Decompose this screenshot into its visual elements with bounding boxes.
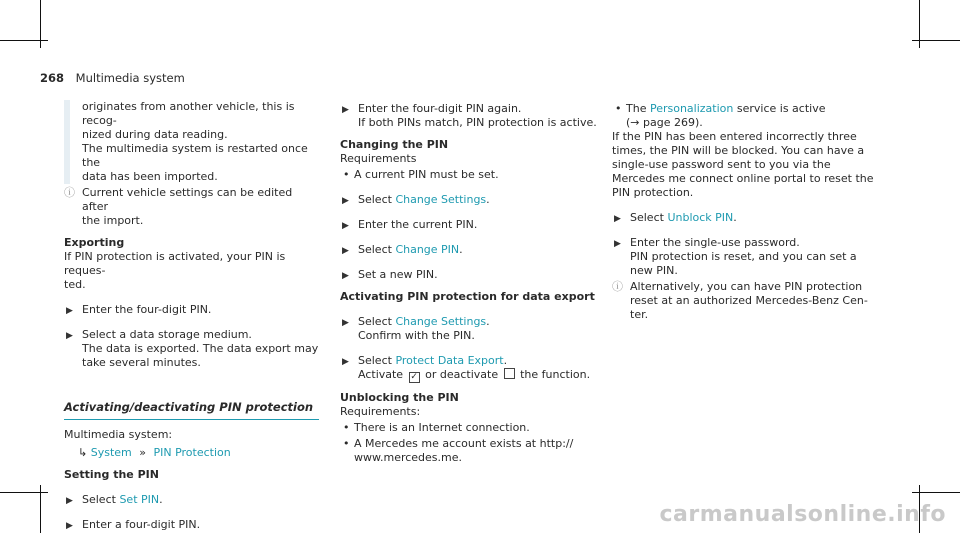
step	[64, 328, 319, 370]
crop-mark	[912, 492, 960, 493]
note	[64, 186, 319, 228]
step-arrow-icon: ▶	[66, 331, 73, 341]
info-icon: ⓘ	[612, 280, 623, 293]
step	[64, 518, 319, 532]
text: Enter a four-digit PIN.	[82, 518, 201, 531]
text: service is active	[736, 102, 826, 115]
step-arrow-icon: ▶	[342, 318, 349, 328]
text: The	[626, 102, 647, 115]
text: Activate	[358, 368, 404, 381]
text: ted.	[64, 278, 86, 291]
text: Set a new PIN.	[358, 268, 438, 281]
page-header	[40, 71, 185, 85]
link-change-settings[interactable]: Change Settings	[395, 193, 487, 206]
link-change-settings[interactable]: Change Settings	[395, 315, 487, 328]
heading-changing: Changing the PIN	[340, 138, 449, 151]
step-arrow-icon: ▶	[342, 357, 349, 367]
text: Select	[358, 193, 392, 206]
page-number: 268	[40, 71, 65, 85]
step-arrow-icon: ▶	[66, 306, 73, 316]
step-arrow-icon: ▶	[342, 105, 349, 115]
section-title: Multimedia system	[75, 71, 185, 85]
text: Select	[630, 211, 664, 224]
column-1	[64, 100, 319, 532]
text: Requirements	[340, 152, 417, 165]
step	[340, 218, 600, 232]
text: or deactivate	[425, 368, 499, 381]
text: PIN protection is reset, and you can set a	[630, 250, 857, 263]
text: Select	[82, 493, 116, 506]
text: There is an Internet connection.	[354, 421, 530, 434]
bullet	[340, 168, 600, 182]
text: Requirements:	[340, 405, 421, 418]
text: Enter the single-use password.	[630, 236, 800, 249]
checkbox-empty-icon	[504, 368, 515, 379]
step	[340, 102, 600, 130]
text: data has been imported.	[82, 170, 218, 183]
text: www.mercedes.me.	[354, 451, 463, 464]
text: originates from another vehicle, this is recog-	[82, 100, 295, 127]
text: Enter the current PIN.	[358, 218, 478, 231]
text: Select	[358, 354, 392, 367]
step-arrow-icon: ▶	[342, 246, 349, 256]
text: Confirm with the PIN.	[358, 329, 475, 342]
text: Multimedia system:	[64, 428, 173, 441]
text: A current PIN must be set.	[354, 168, 499, 181]
heading-setting: Setting the PIN	[64, 468, 159, 481]
bullet-dot-icon: •	[615, 102, 622, 115]
bullet	[612, 102, 882, 130]
text: times, the PIN will be blocked. You can have a	[612, 144, 865, 157]
step-arrow-icon: ▶	[342, 271, 349, 281]
text: If the PIN has been entered incorrectly three	[612, 130, 857, 143]
heading-activating: Activating PIN protection for data export	[340, 290, 595, 303]
bullet-dot-icon: •	[343, 437, 350, 450]
link-unblock-pin[interactable]: Unblock PIN	[667, 211, 734, 224]
text: single-use password sent to you via the	[612, 158, 831, 171]
text: Enter the four-digit PIN.	[82, 303, 212, 316]
step: ▶ Select Set PIN.	[66, 493, 163, 506]
note	[612, 280, 882, 322]
text: Mercedes me connect online portal to reset the	[612, 172, 874, 185]
text: Alternatively, you can have PIN protection	[630, 280, 863, 293]
crop-mark	[912, 40, 960, 41]
text: Select	[358, 243, 392, 256]
column-2	[340, 100, 600, 465]
text: nized during data reading.	[82, 128, 228, 141]
step	[64, 303, 319, 317]
step-arrow-icon: ▶	[342, 221, 349, 231]
step-arrow-icon: ▶	[614, 239, 621, 249]
bullet	[340, 437, 600, 465]
info-icon: ⓘ	[64, 186, 75, 199]
text: Current vehicle settings can be edited after	[82, 186, 293, 213]
step: ▶ Select Change Settings. Confirm with the PIN.	[340, 315, 600, 343]
text: Select	[358, 315, 392, 328]
step: ▶ Select Unblock PIN.	[614, 211, 737, 224]
crop-mark	[0, 40, 48, 41]
bullet-dot-icon: •	[343, 168, 350, 181]
menu-link-system[interactable]: System	[90, 446, 132, 459]
bullet-dot-icon: •	[343, 421, 350, 434]
link-personalization[interactable]: Personalization	[649, 102, 734, 115]
step-arrow-icon: ▶	[614, 214, 621, 224]
step	[340, 268, 600, 282]
watermark: carmanualsonline.info	[659, 502, 946, 527]
link-protect-data-export[interactable]: Protect Data Export	[395, 354, 504, 367]
text: new PIN.	[630, 264, 678, 277]
step-arrow-icon: ▶	[66, 496, 73, 506]
text: the function.	[520, 368, 591, 381]
page-reference[interactable]: (→ page 269).	[626, 116, 703, 129]
text: If both PINs match, PIN protection is active.	[358, 116, 597, 129]
link-set-pin[interactable]: Set PIN	[119, 493, 160, 506]
text: The data is exported. The data export may	[82, 342, 319, 355]
text: A Mercedes me account exists at http://	[354, 437, 574, 450]
link-change-pin[interactable]: Change PIN	[395, 243, 460, 256]
text: Select a data storage medium.	[82, 328, 252, 341]
text: Enter the four-digit PIN again.	[358, 102, 522, 115]
step-arrow-icon: ▶	[342, 196, 349, 206]
heading-exporting: Exporting	[64, 236, 125, 249]
text: take several minutes.	[82, 356, 201, 369]
bullet	[340, 421, 600, 435]
heading-unblocking: Unblocking the PIN	[340, 391, 459, 404]
text: PIN protection.	[612, 186, 694, 199]
step	[612, 236, 882, 278]
text: ter.	[630, 308, 649, 321]
step: ▶ Select Protect Data Export. Activate ✓ or deactivate the function.	[342, 354, 591, 382]
double-chevron-icon: »	[139, 446, 146, 459]
text: If PIN protection is activated, your PIN is reques-	[64, 250, 286, 277]
crop-mark	[0, 492, 48, 493]
menu-path	[64, 446, 319, 460]
section-heading: Activating/deactivating PIN protection	[64, 400, 319, 420]
return-arrow-icon: ↳	[78, 446, 88, 459]
checkbox-checked-icon: ✓	[410, 372, 418, 382]
step-arrow-icon: ▶	[66, 521, 73, 531]
text: the import.	[82, 214, 144, 227]
intro-block	[64, 100, 319, 184]
text: The multimedia system is restarted once the	[82, 142, 308, 169]
text: reset at an authorized Mercedes-Benz Cen-	[630, 294, 868, 307]
step: ▶ Select Change PIN.	[342, 243, 463, 256]
column-3	[612, 100, 882, 322]
menu-link-pin-protection[interactable]: PIN Protection	[153, 446, 231, 459]
step: ▶ Select Change Settings.	[342, 193, 490, 206]
